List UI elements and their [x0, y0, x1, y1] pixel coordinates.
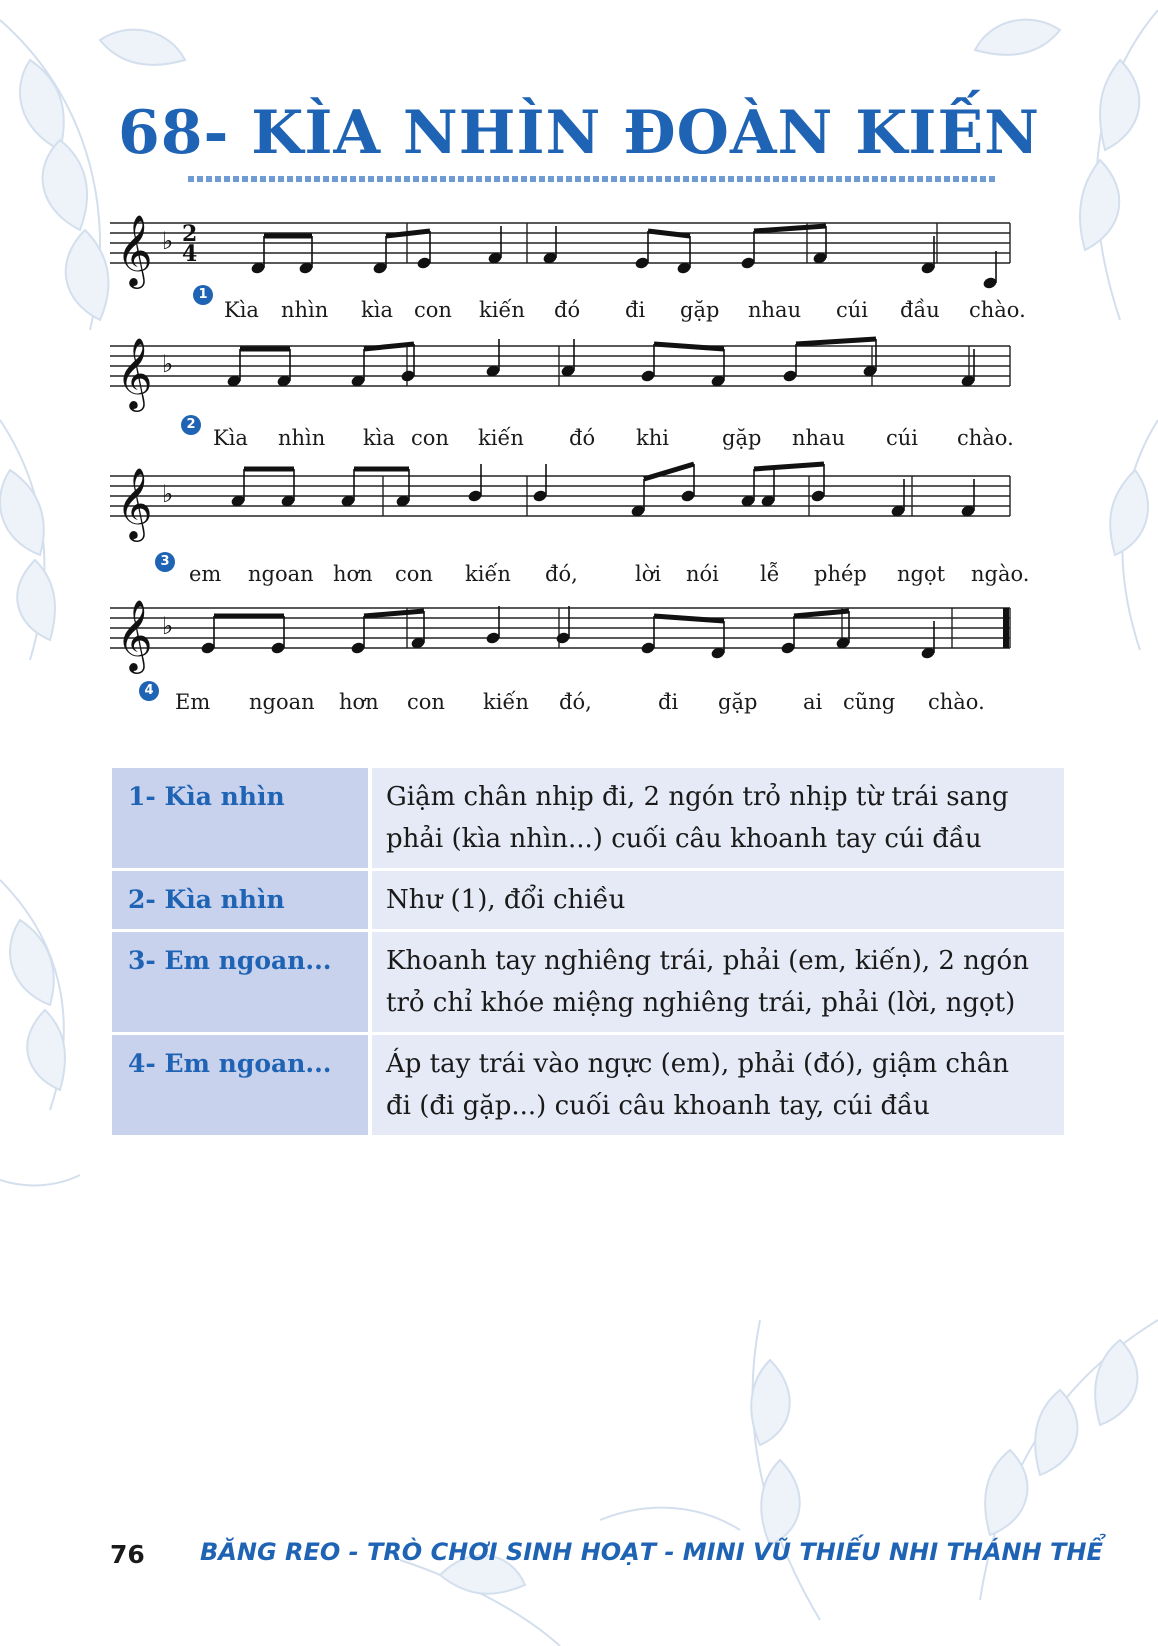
lyric-word: phép	[814, 562, 867, 586]
flat-key-signature-icon: ♭	[162, 480, 174, 508]
lyric-word: ngoan	[248, 562, 314, 586]
lyric-word: cúi	[836, 298, 869, 322]
lyric-word: ngoan	[249, 690, 315, 714]
move-name: 2- Kìa nhìn	[112, 871, 372, 929]
moves-table	[112, 765, 1064, 1138]
note-beam	[796, 339, 876, 344]
move-name: 4- Em ngoan...	[112, 1035, 372, 1135]
final-bar-line	[1003, 608, 1009, 648]
lyric-word: nhau	[748, 298, 802, 322]
lyric-word: đó	[554, 298, 581, 322]
lyric-word: Em	[175, 690, 211, 714]
move-name: 1- Kìa nhìn	[112, 768, 372, 868]
note-beam	[754, 226, 826, 231]
lyric-word: cũng	[843, 690, 896, 714]
staff-line-1	[110, 205, 1065, 295]
music-staff	[110, 590, 1065, 680]
move-description	[372, 932, 1064, 1032]
lyric-word: chào.	[957, 426, 1014, 450]
lyric-word: nói	[686, 562, 719, 586]
staff-line-4	[110, 590, 1065, 680]
description-line: Khoanh tay nghiêng trái, phải (em, kiến), 2 ngón	[386, 946, 1029, 976]
lyric-word: chào.	[969, 298, 1026, 322]
lyric-word: gặp	[718, 690, 758, 714]
description-line: trỏ chỉ khóe miệng nghiêng trái, phải (lời, ngọt)	[386, 988, 1016, 1018]
note-beam	[654, 344, 724, 349]
verse-badge-2: 2	[181, 415, 201, 435]
lyric-word: đó,	[559, 690, 592, 714]
flat-key-signature-icon: ♭	[162, 227, 174, 255]
flat-key-signature-icon: ♭	[162, 612, 174, 640]
description-line: Như (1), đổi chiều	[386, 885, 626, 915]
time-signature-bottom: 4	[182, 241, 198, 267]
lyric-word: con	[407, 690, 445, 714]
lyric-word: kiến	[479, 298, 525, 322]
flat-key-signature-icon: ♭	[162, 350, 174, 378]
music-staff	[110, 458, 1065, 548]
lyric-word: Kìa	[224, 298, 259, 322]
lyric-word: đầu	[900, 298, 940, 322]
move-description	[372, 871, 1064, 929]
table-row	[112, 768, 1064, 868]
note-beam	[644, 464, 694, 479]
verse-badge-1: 1	[193, 285, 213, 305]
treble-clef-icon: 𝄞	[116, 598, 153, 671]
lyric-word: ngào.	[971, 562, 1030, 586]
lyric-word: hơn	[339, 690, 379, 714]
lyric-word: lời	[635, 562, 662, 586]
lyric-word: kiến	[483, 690, 529, 714]
lyric-word: khi	[636, 426, 669, 450]
verse-badge-3: 3	[155, 552, 175, 572]
note-beam	[364, 611, 424, 616]
lyric-word: gặp	[680, 298, 720, 322]
lyric-word: em	[189, 562, 222, 586]
treble-clef-icon: 𝄞	[116, 213, 153, 286]
lyric-word: kìa	[361, 298, 393, 322]
note-beam	[386, 231, 430, 236]
time-signature-top: 2	[182, 221, 198, 247]
lyric-word: chào.	[928, 690, 985, 714]
lyric-word: kìa	[363, 426, 395, 450]
description-line: phải (kìa nhìn...) cuối câu khoanh tay cúi đầu	[386, 824, 982, 854]
table-row	[112, 932, 1064, 1032]
lyric-word: đó	[569, 426, 596, 450]
page-title: 68- KÌA NHÌN ĐOÀN KIẾN	[117, 98, 1041, 168]
staff-line-3	[110, 458, 1065, 548]
lyric-word: gặp	[722, 426, 762, 450]
lyric-word: nhìn	[281, 298, 329, 322]
lyric-word: kiến	[478, 426, 524, 450]
title-ornament-rule	[188, 173, 998, 185]
table-row	[112, 1035, 1064, 1135]
verse-badge-4: 4	[139, 681, 159, 701]
lyric-word: đi	[625, 298, 646, 322]
treble-clef-icon: 𝄞	[116, 336, 153, 409]
move-description	[372, 1035, 1064, 1135]
lyric-word: lễ	[760, 562, 780, 586]
move-description	[372, 768, 1064, 868]
description-line: Giậm chân nhịp đi, 2 ngón trỏ nhịp từ trái sang	[386, 782, 1009, 812]
page-number: 76	[110, 1540, 145, 1569]
lyric-word: hơn	[333, 562, 373, 586]
music-staff	[110, 205, 1065, 295]
note-beam	[648, 231, 690, 236]
lyric-word: nhau	[792, 426, 846, 450]
staff-line-2	[110, 328, 1065, 418]
lyric-word: đó,	[545, 562, 578, 586]
lyric-word: con	[414, 298, 452, 322]
lyric-word: cúi	[886, 426, 919, 450]
table-row	[112, 871, 1064, 929]
lyric-word: nhìn	[278, 426, 326, 450]
move-name: 3- Em ngoan...	[112, 932, 372, 1032]
lyric-word: con	[395, 562, 433, 586]
lyric-word: ngọt	[897, 562, 946, 586]
music-staff	[110, 328, 1065, 418]
lyric-word: ai	[803, 690, 823, 714]
description-line: Áp tay trái vào ngực (em), phải (đó), giậm chân	[386, 1049, 1009, 1079]
lyric-word: kiến	[465, 562, 511, 586]
description-line: đi (đi gặp...) cuối câu khoanh tay, cúi đầu	[386, 1091, 930, 1121]
footer-book-title: BĂNG REO - TRÒ CHƠI SINH HOẠT - MINI VŨ THIẾU NHI THÁNH THỂ	[200, 1538, 1103, 1566]
note-beam	[654, 616, 724, 621]
note-beam	[754, 464, 824, 469]
treble-clef-icon: 𝄞	[116, 466, 153, 539]
lyric-word: Kìa	[213, 426, 248, 450]
note-beam	[794, 611, 849, 616]
lyric-word: đi	[658, 690, 679, 714]
lyric-word: con	[411, 426, 449, 450]
